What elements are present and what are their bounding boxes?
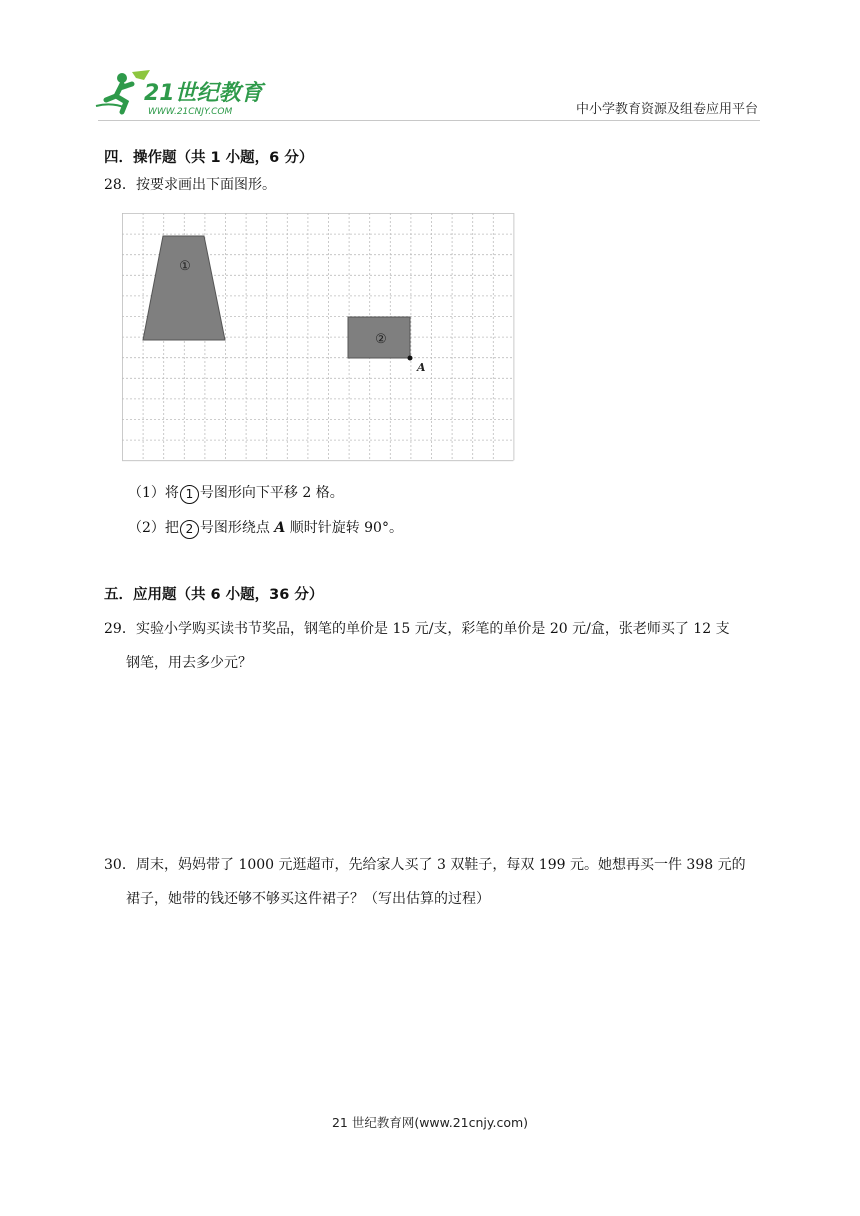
sub2-mid: 号图形绕点	[199, 520, 270, 536]
question-28	[104, 168, 276, 202]
header-divider	[98, 120, 760, 121]
question-30-line-2: 裙子，她带的钱还够不够买这件裙子？（写出估算的过程）	[126, 891, 490, 907]
question-29-line-1: 实验小学购买读书节奖品，钢笔的单价是 15 元/支，彩笔的单价是 20 元/盒，张老师买了 12 支	[136, 621, 730, 637]
sub2-prefix: （2）把	[128, 520, 179, 536]
site-logo	[92, 66, 272, 118]
header-platform-text: 中小学教育资源及组卷应用平台	[575, 102, 758, 117]
question-29	[104, 612, 764, 680]
question-number: 30．	[104, 857, 136, 873]
section-5-title: 五．应用题（共 6 小题，36 分）	[104, 587, 324, 603]
sub2-suffix: 顺时针旋转 90°。	[289, 520, 403, 536]
point-a-marker	[408, 356, 413, 361]
question-30	[104, 848, 764, 916]
question-30-line-1: 周末，妈妈带了 1000 元逛超市，先给家人买了 3 双鞋子，每双 199 元。她想再买一件 398 元的	[136, 857, 746, 873]
sub2-point: A	[274, 520, 286, 536]
grid-figure	[122, 213, 516, 469]
question-number: 29．	[104, 621, 136, 637]
point-a-label: A	[417, 361, 426, 374]
sub-question-1	[128, 482, 344, 504]
grid-figure-svg	[122, 213, 516, 465]
footer-text: 21 世纪教育网(www.21cnjy.com)	[331, 1115, 529, 1130]
logo-text: 21世纪教育	[144, 81, 263, 106]
question-number: 28．	[104, 177, 136, 193]
question-text: 按要求画出下面图形。	[136, 177, 276, 193]
sub1-suffix: 号图形向下平移 2 格。	[199, 485, 344, 501]
circled-number-1: 1	[180, 485, 199, 504]
logo-url: WWW.21CNJY.COM	[148, 107, 233, 117]
shape-1-label: ①	[179, 259, 191, 274]
circled-number-2: 2	[180, 520, 199, 539]
sub-question-2	[128, 517, 403, 539]
question-29-line-2: 钢笔，用去多少元？	[126, 655, 252, 671]
section-4-title: 四．操作题（共 1 小题，6 分）	[104, 150, 314, 166]
runner-logo-icon	[92, 66, 272, 118]
trapezoid-shape-1	[143, 236, 225, 340]
shape-2-label: ②	[375, 332, 387, 347]
sub1-prefix: （1）将	[128, 485, 179, 501]
